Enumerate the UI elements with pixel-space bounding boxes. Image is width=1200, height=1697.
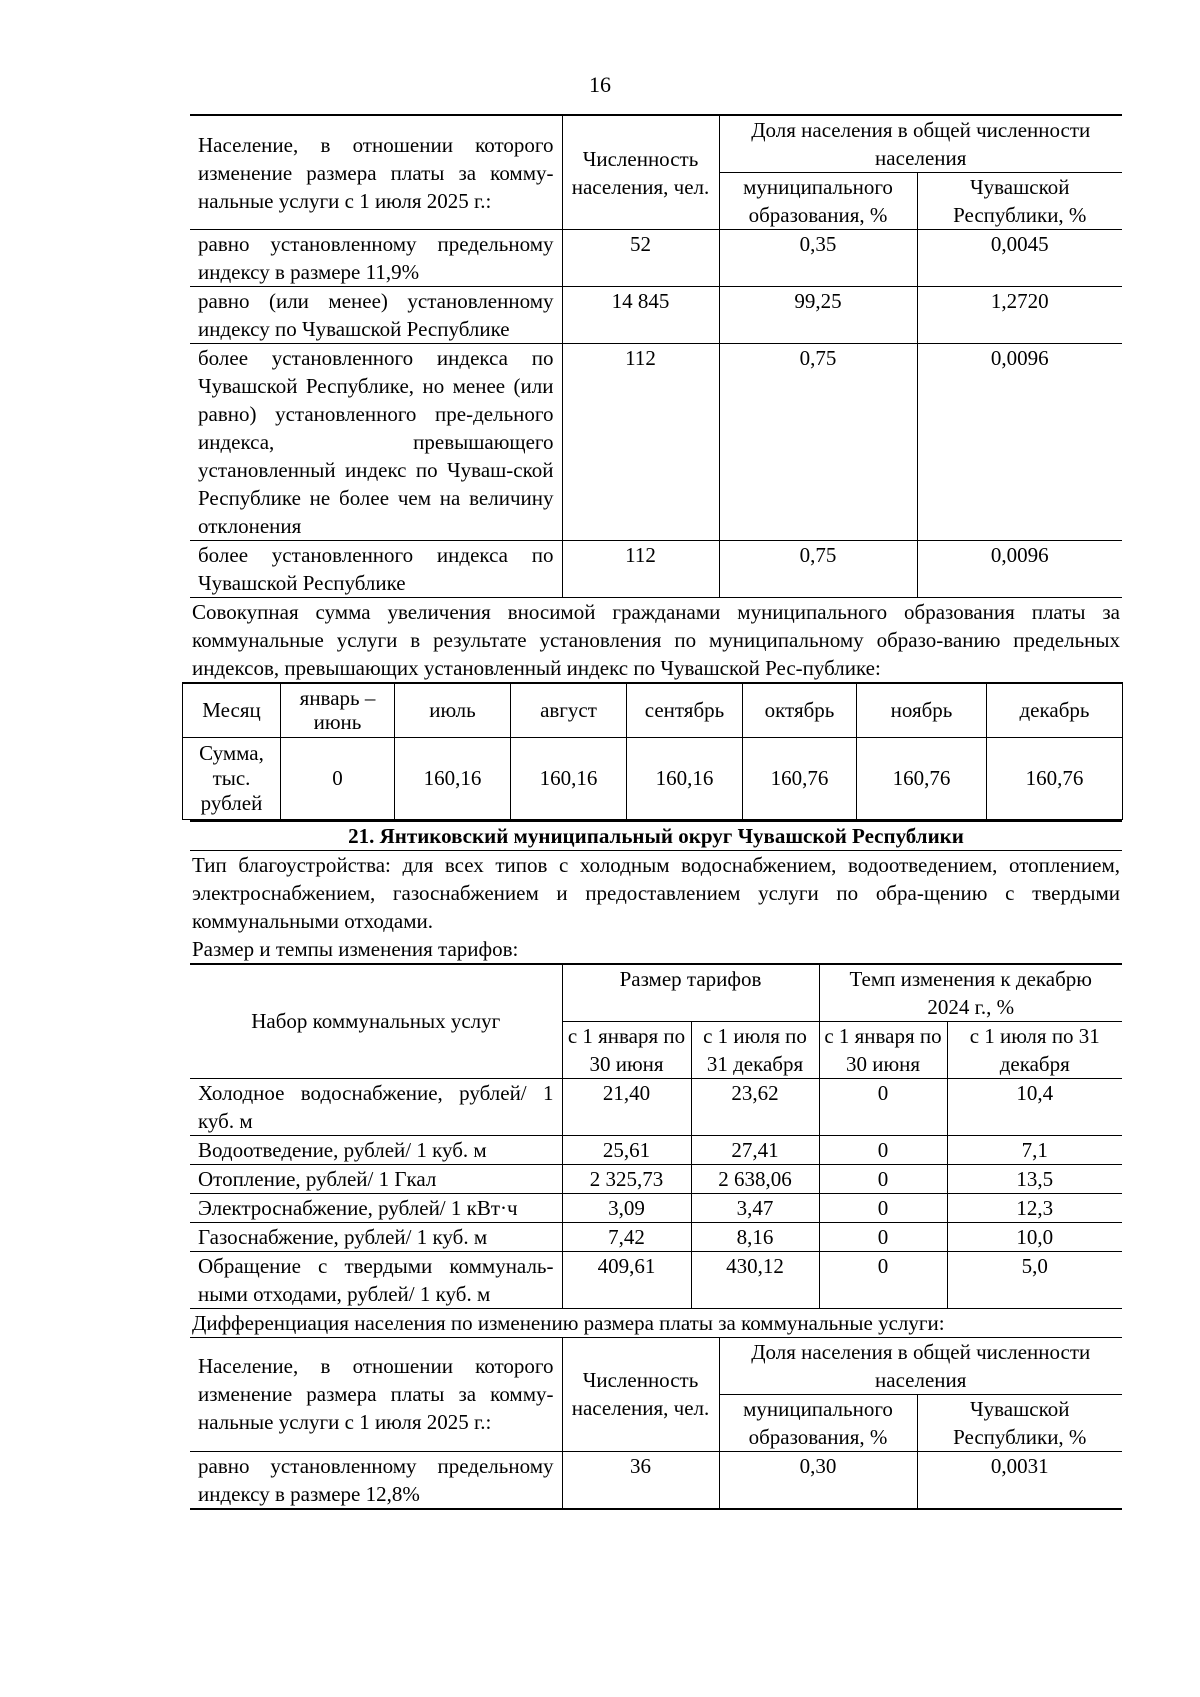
rate-h2: 7,1 bbox=[947, 1135, 1122, 1164]
total-increase-note: Совокупная сумма увеличения вносимой гражданами муниципального образования платы за коммунальные услуги в результате установления по муниципальному образо-ванию предельных индексов, превышающих установленный индекс по Чувашской Рес-публике: bbox=[192, 600, 1120, 680]
header-size-jul: с 1 июля по 31 декабря bbox=[691, 1021, 819, 1078]
table-row bbox=[190, 344, 1122, 541]
row-republic: 1,2720 bbox=[917, 287, 1122, 344]
sum-value: 160,16 bbox=[511, 737, 627, 819]
rate-h1: 0 bbox=[819, 1135, 947, 1164]
rate-h2: 10,0 bbox=[947, 1222, 1122, 1251]
sum-value: 160,16 bbox=[627, 737, 743, 819]
service-label: Отопление, рублей/ 1 Гкал bbox=[190, 1164, 562, 1193]
size-h1: 21,40 bbox=[562, 1078, 691, 1135]
size-h1: 7,42 bbox=[562, 1222, 691, 1251]
rate-h1: 0 bbox=[819, 1078, 947, 1135]
sum-label: Сумма, тыс. рублей bbox=[183, 737, 281, 819]
header-rate-jan: с 1 января по 30 июня bbox=[819, 1021, 947, 1078]
header-municipal: муниципального образования, % bbox=[719, 173, 917, 230]
row-label: равно установленному предельному индексу в размере 12,8% bbox=[190, 1451, 562, 1509]
header-rate-jul: с 1 июля по 31 декабря bbox=[947, 1021, 1122, 1078]
size-h1: 3,09 bbox=[562, 1193, 691, 1222]
row-republic: 0,0096 bbox=[917, 344, 1122, 541]
table-row bbox=[190, 1193, 1122, 1222]
header-count: Численность населения, чел. bbox=[562, 115, 719, 230]
header-population: Население, в отношении которого изменение размера платы за комму-нальные услуги с 1 июля 2025 г.: bbox=[190, 115, 562, 230]
header-size: Размер тарифов bbox=[562, 964, 819, 1022]
sum-value: 0 bbox=[281, 737, 395, 819]
row-municipal: 99,25 bbox=[719, 287, 917, 344]
month-cell: январь – июнь bbox=[281, 683, 395, 737]
row-count: 52 bbox=[562, 230, 719, 287]
rate-h2: 12,3 bbox=[947, 1193, 1122, 1222]
page-number: 16 bbox=[589, 72, 611, 97]
row-label: равно (или менее) установленному индексу по Чувашской Республике bbox=[190, 287, 562, 344]
service-label: Газоснабжение, рублей/ 1 куб. м bbox=[190, 1222, 562, 1251]
monthly-sum-table bbox=[182, 682, 1123, 820]
rate-h1: 0 bbox=[819, 1222, 947, 1251]
table-row bbox=[190, 1222, 1122, 1251]
service-label: Электроснабжение, рублей/ 1 кВт·ч bbox=[190, 1193, 562, 1222]
differentiation-intro: Дифференциация населения по изменению размера платы за коммунальные услуги: bbox=[190, 1309, 1122, 1338]
month-cell: июль bbox=[395, 683, 511, 737]
row-count: 112 bbox=[562, 344, 719, 541]
sum-value: 160,76 bbox=[987, 737, 1123, 819]
rate-h1: 0 bbox=[819, 1193, 947, 1222]
size-h1: 409,61 bbox=[562, 1251, 691, 1308]
rate-h2: 10,4 bbox=[947, 1078, 1122, 1135]
row-republic: 0,0096 bbox=[917, 541, 1122, 598]
table-row bbox=[190, 1251, 1122, 1308]
header-count: Численность населения, чел. bbox=[562, 1338, 719, 1452]
row-label: более установленного индекса по Чувашской Республике, но менее (или равно) установленного пре-дельного индекса, превышающего установленный индекс по Чуваш-ской Республике не более чем на величину отклонения bbox=[190, 344, 562, 541]
row-count: 112 bbox=[562, 541, 719, 598]
section-title: 21. Янтиковский муниципальный округ Чувашской Республики bbox=[190, 820, 1122, 851]
size-h2: 430,12 bbox=[691, 1251, 819, 1308]
row-municipal: 0,30 bbox=[719, 1451, 917, 1509]
document-body bbox=[190, 114, 1122, 1510]
size-h2: 2 638,06 bbox=[691, 1164, 819, 1193]
row-republic: 0,0045 bbox=[917, 230, 1122, 287]
size-h2: 23,62 bbox=[691, 1078, 819, 1135]
header-republic: Чувашской Республики, % bbox=[917, 1394, 1122, 1451]
row-label: более установленного индекса по Чувашской Республике bbox=[190, 541, 562, 598]
header-rate: Темп изменения к декабрю 2024 г., % bbox=[819, 964, 1122, 1022]
table-row bbox=[190, 1135, 1122, 1164]
size-h2: 3,47 bbox=[691, 1193, 819, 1222]
improvement-type: Тип благоустройства: для всех типов с холодным водоснабжением, водоотведением, отоплением, электроснабжением, газоснабжением и предоставлением услуги по обра-щению с твердыми коммунальными отходами. bbox=[192, 852, 1120, 933]
rate-h1: 0 bbox=[819, 1164, 947, 1193]
header-republic: Чувашской Республики, % bbox=[917, 173, 1122, 230]
population-table-2 bbox=[190, 1338, 1122, 1510]
sum-value: 160,16 bbox=[395, 737, 511, 819]
table-row bbox=[190, 541, 1122, 598]
tariff-table bbox=[190, 963, 1122, 1309]
size-h2: 27,41 bbox=[691, 1135, 819, 1164]
row-municipal: 0,75 bbox=[719, 344, 917, 541]
month-cell: август bbox=[511, 683, 627, 737]
row-count: 14 845 bbox=[562, 287, 719, 344]
service-label: Холодное водоснабжение, рублей/ 1 куб. м bbox=[190, 1078, 562, 1135]
service-label: Обращение с твердыми коммуналь-ными отходами, рублей/ 1 куб. м bbox=[190, 1251, 562, 1308]
header-services: Набор коммунальных услуг bbox=[190, 964, 562, 1079]
population-table-1 bbox=[190, 114, 1122, 598]
header-share: Доля населения в общей численности населения bbox=[719, 115, 1122, 173]
header-population: Население, в отношении которого изменение размера платы за комму-нальные услуги с 1 июля 2025 г.: bbox=[190, 1338, 562, 1452]
table-row bbox=[190, 1451, 1122, 1509]
service-label: Водоотведение, рублей/ 1 куб. м bbox=[190, 1135, 562, 1164]
header-share: Доля населения в общей численности населения bbox=[719, 1338, 1122, 1395]
sum-value: 160,76 bbox=[857, 737, 987, 819]
row-label: равно установленному предельному индексу в размере 11,9% bbox=[190, 230, 562, 287]
sum-value: 160,76 bbox=[743, 737, 857, 819]
month-cell: ноябрь bbox=[857, 683, 987, 737]
header-size-jan: с 1 января по 30 июня bbox=[562, 1021, 691, 1078]
row-municipal: 0,75 bbox=[719, 541, 917, 598]
month-cell: декабрь bbox=[987, 683, 1123, 737]
size-h2: 8,16 bbox=[691, 1222, 819, 1251]
rate-h2: 13,5 bbox=[947, 1164, 1122, 1193]
row-count: 36 bbox=[562, 1451, 719, 1509]
row-republic: 0,0031 bbox=[917, 1451, 1122, 1509]
table-row bbox=[190, 287, 1122, 344]
row-municipal: 0,35 bbox=[719, 230, 917, 287]
rate-h2: 5,0 bbox=[947, 1251, 1122, 1308]
month-header: Месяц bbox=[183, 683, 281, 737]
size-h1: 25,61 bbox=[562, 1135, 691, 1164]
rate-h1: 0 bbox=[819, 1251, 947, 1308]
table-row bbox=[190, 1078, 1122, 1135]
table-row bbox=[190, 1164, 1122, 1193]
month-cell: октябрь bbox=[743, 683, 857, 737]
month-cell: сентябрь bbox=[627, 683, 743, 737]
tariffs-intro: Размер и темпы изменения тарифов: bbox=[192, 936, 519, 961]
size-h1: 2 325,73 bbox=[562, 1164, 691, 1193]
header-municipal: муниципального образования, % bbox=[719, 1394, 917, 1451]
table-row bbox=[190, 230, 1122, 287]
